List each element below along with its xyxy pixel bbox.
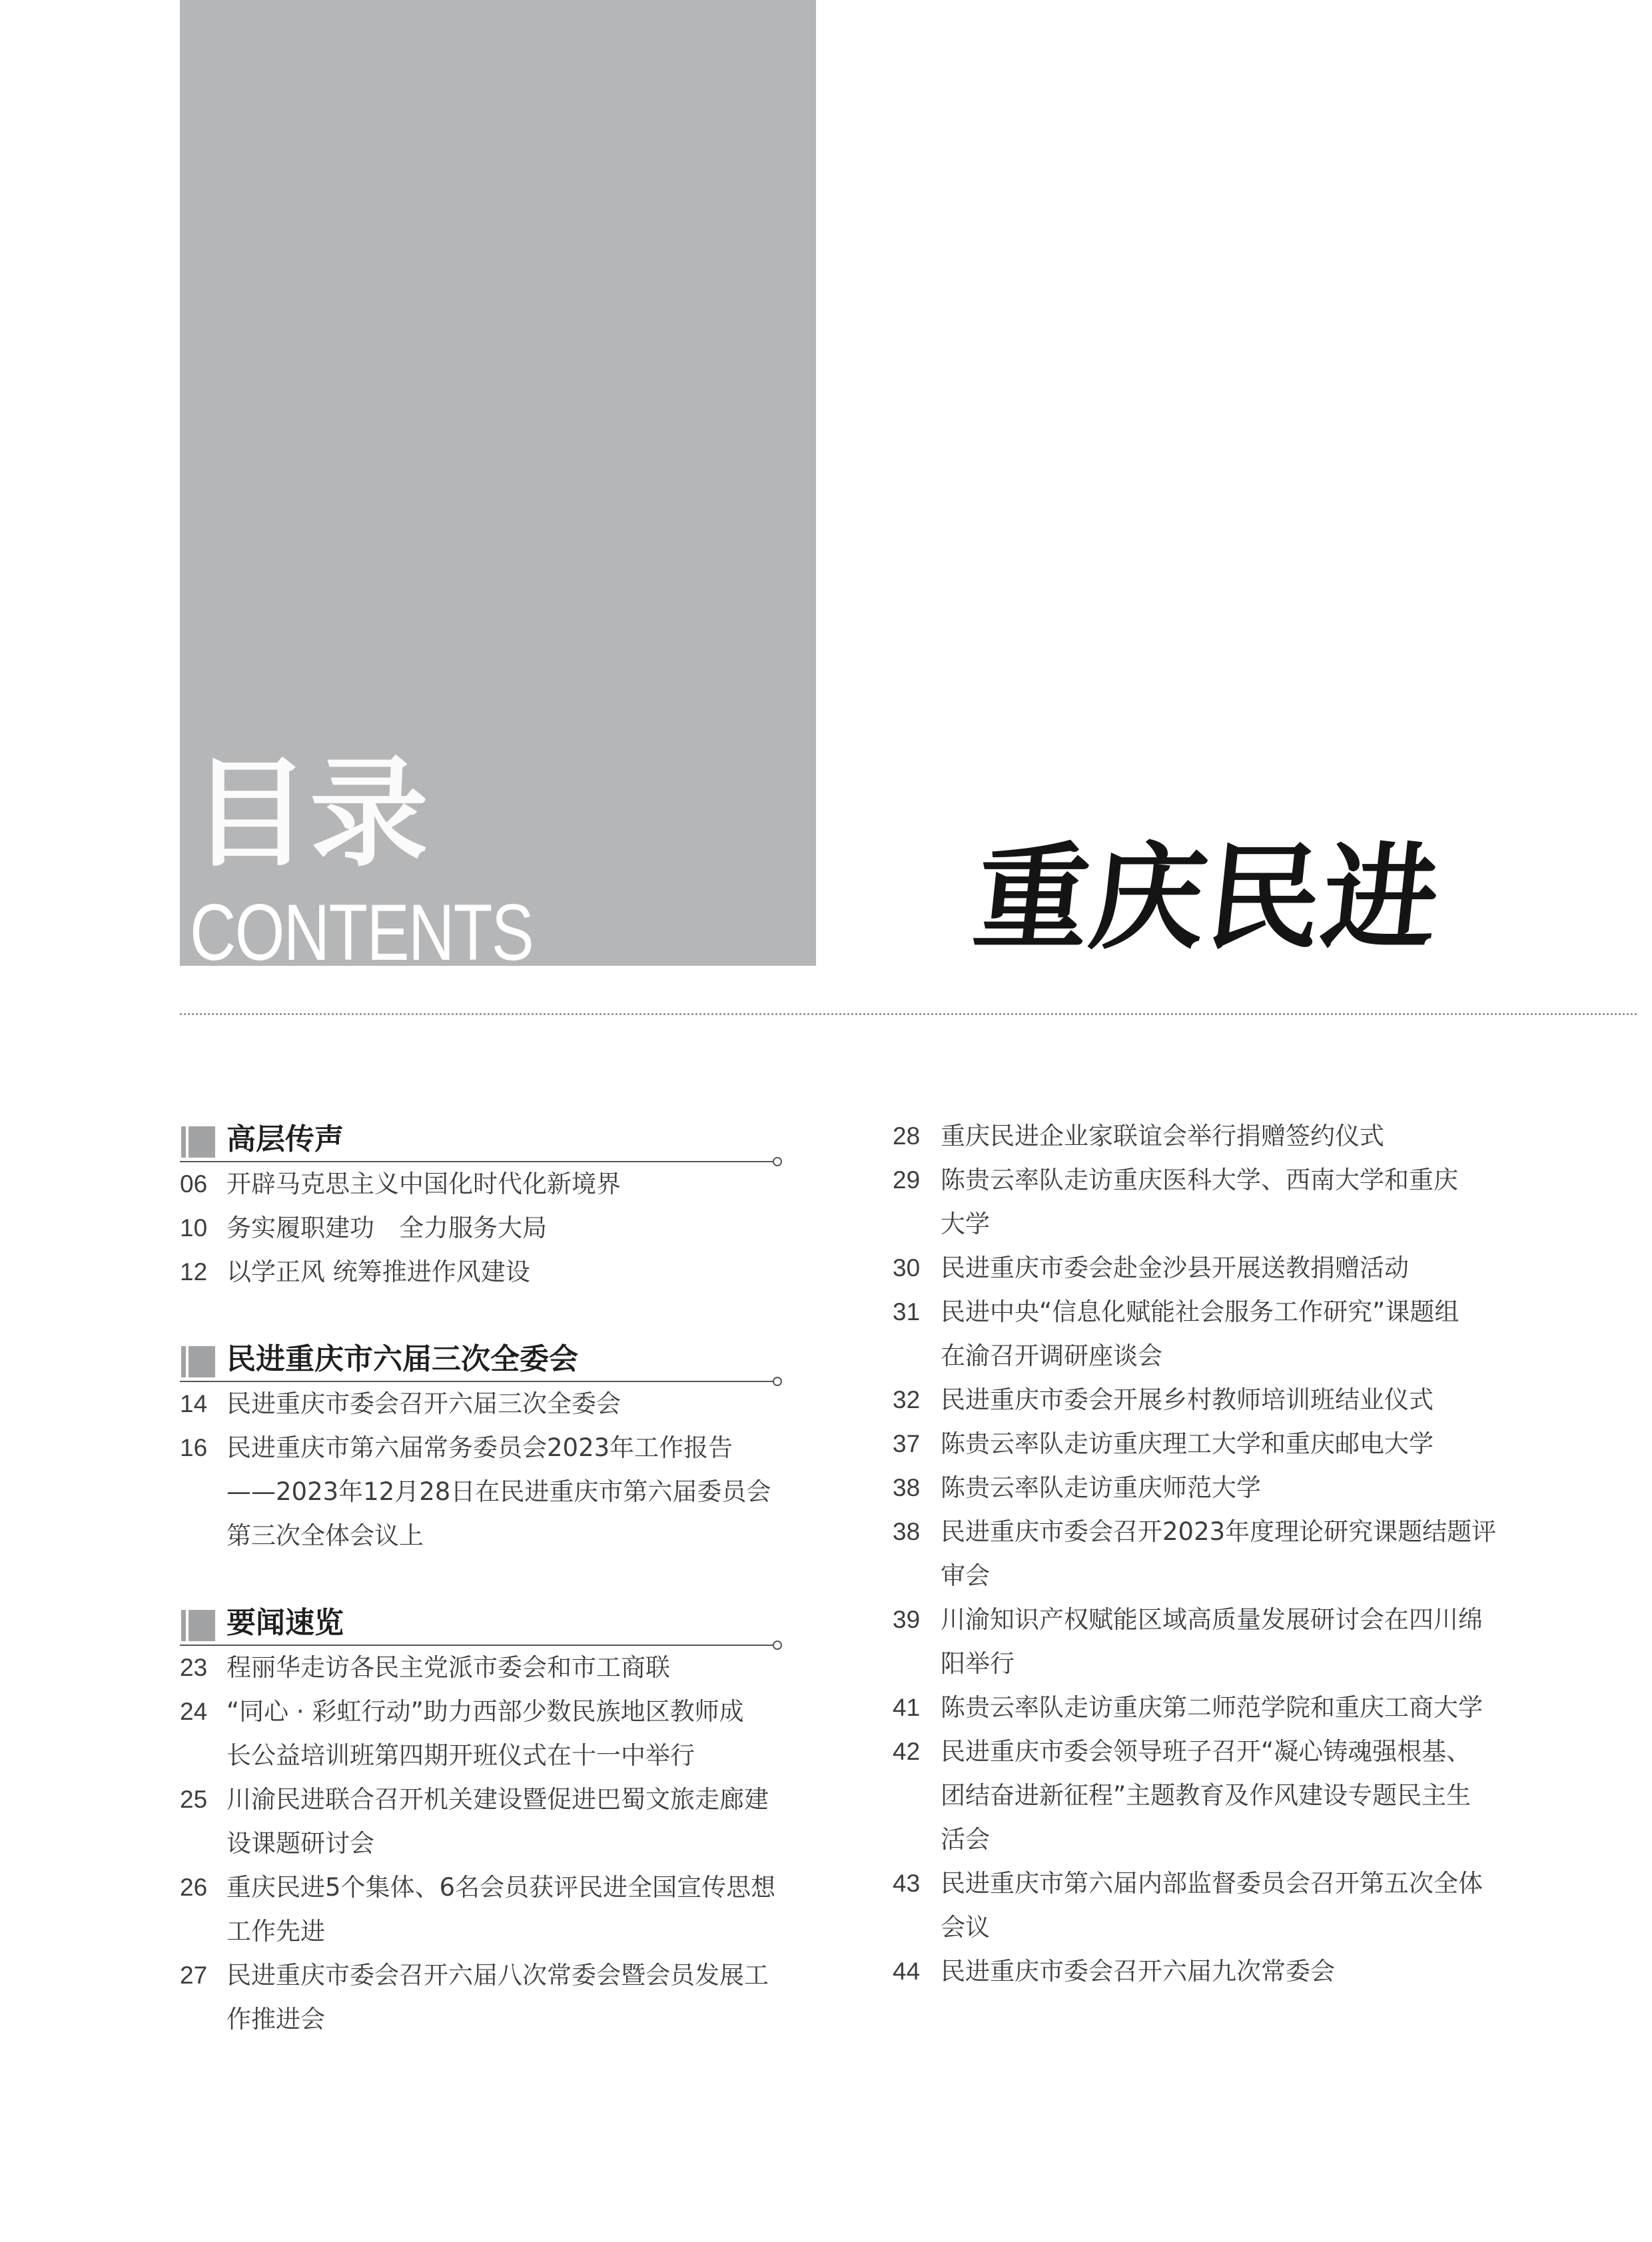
entry-title-line: 活会: [941, 1825, 990, 1854]
page-number: 23: [180, 1654, 208, 1681]
page-number: 31: [893, 1298, 921, 1325]
underline-end-dot-icon: [773, 1377, 782, 1386]
toc-entry: [180, 1690, 786, 1778]
entry-title: [941, 1114, 1505, 1158]
entry-title: [226, 1206, 786, 1250]
entry-title-line: ——2023年12月28日在民进重庆市第六届委员会: [226, 1477, 771, 1506]
toc-entry: [893, 1598, 1505, 1686]
entry-title-line: 长公益培训班第四期开班仪式在十一中举行: [226, 1741, 695, 1770]
entry-title-line: 团结奋进新征程”主题教育及作风建设专题民主生: [941, 1781, 1471, 1810]
entry-title-line: 程丽华走访各民主党派市委会和市工商联: [226, 1653, 670, 1682]
toc-entry: [180, 1206, 786, 1250]
toc-entry: [893, 1422, 1505, 1466]
entry-title-line: 民进重庆市委会领导班子召开“凝心铸魂强根基、: [941, 1737, 1471, 1766]
entry-title: [941, 1466, 1505, 1510]
entry-title-line: 务实履职建功 全力服务大局: [226, 1214, 547, 1242]
toc-entry: [180, 1250, 786, 1294]
entry-title: [941, 1246, 1505, 1290]
toc-entry: [893, 1290, 1505, 1378]
page-number: 24: [180, 1698, 208, 1725]
toc-entry: [893, 1114, 1505, 1158]
toc-section: [180, 1118, 786, 1294]
toc-entry: [180, 1866, 786, 1954]
entry-title-line: 民进重庆市委会召开六届八次常委会暨会员发展工: [226, 1961, 769, 1990]
entry-title-line: 重庆民进5个集体、6名会员获评民进全国宣传思想: [226, 1873, 776, 1902]
toc-entry: [893, 1158, 1505, 1246]
entry-title-line: 民进重庆市第六届内部监督委员会召开第五次全体: [941, 1869, 1483, 1898]
entry-title-line: 陈贵云率队走访重庆医科大学、西南大学和重庆: [941, 1166, 1458, 1194]
entry-title: [941, 1598, 1505, 1686]
section-spacer: [180, 1294, 786, 1338]
toc-entry: [893, 1510, 1505, 1598]
entry-title-line: 陈贵云率队走访重庆师范大学: [941, 1473, 1261, 1502]
section-heading: [180, 1602, 786, 1646]
entry-title: [226, 1866, 786, 1954]
page-number: 29: [893, 1166, 921, 1194]
page-number: 39: [893, 1606, 921, 1633]
entry-title-line: 陈贵云率队走访重庆理工大学和重庆邮电大学: [941, 1429, 1434, 1458]
page-number: 38: [893, 1474, 921, 1501]
section-marker-icon: [189, 1610, 215, 1641]
toc-left-column: [180, 1118, 786, 2042]
entry-title-line: 会议: [941, 1913, 990, 1942]
page-number: 37: [893, 1430, 921, 1457]
entry-title: [226, 1426, 786, 1558]
entry-title: [226, 1778, 786, 1866]
section-marker-icon: [189, 1126, 215, 1158]
entry-title: [941, 1510, 1505, 1598]
entry-title-line: 川渝知识产权赋能区域高质量发展研讨会在四川绵: [941, 1605, 1483, 1634]
page-number: 25: [180, 1786, 208, 1813]
entry-title: [226, 1162, 786, 1206]
entry-title-line: 陈贵云率队走访重庆第二师范学院和重庆工商大学: [941, 1693, 1483, 1722]
entry-title-line: 工作先进: [226, 1917, 325, 1946]
entry-title-line: 审会: [941, 1561, 990, 1590]
page-number: 14: [180, 1390, 208, 1417]
toc-entry: [893, 1686, 1505, 1730]
entry-title-line: 民进中央“信息化赋能社会服务工作研究”课题组: [941, 1298, 1459, 1326]
toc-entry: [893, 1950, 1505, 1994]
dotted-divider: [180, 1013, 1637, 1015]
toc-entry: [893, 1862, 1505, 1950]
toc-section: [180, 1602, 786, 2042]
entry-title: [941, 1730, 1505, 1862]
toc-entry: [893, 1730, 1505, 1862]
page-title-english: CONTENTS: [190, 888, 534, 977]
entry-title-line: 民进重庆市委会召开2023年度理论研究课题结题评: [941, 1517, 1497, 1546]
entry-title: [941, 1950, 1505, 1994]
section-heading: [180, 1118, 786, 1162]
entry-title-line: 以学正风 统筹推进作风建设: [226, 1258, 530, 1286]
entry-title: [941, 1862, 1505, 1950]
toc-entry: [180, 1646, 786, 1690]
section-underline: [180, 1645, 777, 1646]
page-number: 41: [893, 1694, 921, 1721]
underline-end-dot-icon: [773, 1157, 782, 1166]
toc-entry: [180, 1778, 786, 1866]
entry-title-line: 民进重庆市第六届常务委员会2023年工作报告: [226, 1433, 733, 1462]
toc-entry: [180, 1426, 786, 1558]
page-number: 26: [180, 1874, 208, 1901]
entry-title: [941, 1422, 1505, 1466]
toc-section: [180, 1338, 786, 1558]
entry-title: [226, 1954, 786, 2042]
toc-entry: [180, 1382, 786, 1426]
section-title: 民进重庆市六届三次全委会: [226, 1342, 578, 1376]
section-title: 高层传声: [226, 1122, 344, 1156]
entry-title: [226, 1382, 786, 1426]
page-number: 38: [893, 1518, 921, 1545]
entry-title-line: 重庆民进企业家联谊会举行捐赠签约仪式: [941, 1122, 1384, 1150]
entry-title: [941, 1290, 1505, 1378]
page-number: 42: [893, 1738, 921, 1765]
magazine-calligraphy-logo: 重庆民进: [968, 830, 1446, 965]
page-number: 32: [893, 1386, 921, 1413]
entry-title-line: “同心 · 彩虹行动”助力西部少数民族地区教师成: [226, 1697, 744, 1726]
toc-entry: [893, 1246, 1505, 1290]
entry-title-line: 在渝召开调研座谈会: [941, 1341, 1162, 1370]
entry-title-line: 作推进会: [226, 2005, 325, 2034]
entry-title: [941, 1686, 1505, 1730]
entry-title-line: 大学: [941, 1210, 990, 1238]
section-underline: [180, 1381, 777, 1382]
entry-title-line: 民进重庆市委会开展乡村教师培训班结业仪式: [941, 1385, 1434, 1414]
page-title-chinese: 目录: [191, 743, 428, 883]
page-number: 27: [180, 1962, 208, 1989]
entry-title: [226, 1646, 786, 1690]
entry-title: [941, 1158, 1505, 1246]
entry-title-line: 阳举行: [941, 1649, 1015, 1678]
section-heading: [180, 1338, 786, 1382]
toc-entry: [893, 1378, 1505, 1422]
entry-title: [941, 1378, 1505, 1422]
page-number: 10: [180, 1214, 208, 1242]
entry-title-line: 第三次全体会议上: [226, 1521, 424, 1550]
entry-title-line: 开辟马克思主义中国化时代化新境界: [226, 1170, 621, 1198]
toc-entry: [180, 1162, 786, 1206]
page-number: 30: [893, 1254, 921, 1282]
entry-title-line: 民进重庆市委会召开六届三次全委会: [226, 1389, 621, 1418]
page-number: 06: [180, 1170, 208, 1198]
section-title: 要闻速览: [226, 1606, 344, 1640]
entry-title: [226, 1250, 786, 1294]
page-number: 16: [180, 1434, 208, 1461]
entry-title-line: 川渝民进联合召开机关建设暨促进巴蜀文旅走廊建: [226, 1785, 769, 1814]
entry-title-line: 设课题研讨会: [226, 1829, 374, 1858]
page-number: 28: [893, 1122, 921, 1150]
section-marker-icon: [189, 1346, 215, 1377]
toc-entry: [180, 1954, 786, 2042]
entry-title-line: 民进重庆市委会召开六届九次常委会: [941, 1957, 1335, 1986]
entry-title: [226, 1690, 786, 1778]
page-number: 44: [893, 1958, 921, 1985]
toc-right-column: [893, 1114, 1505, 1994]
entry-title-line: 民进重庆市委会赴金沙县开展送教捐赠活动: [941, 1254, 1409, 1282]
section-spacer: [180, 1558, 786, 1602]
underline-end-dot-icon: [773, 1641, 782, 1650]
page-number: 43: [893, 1870, 921, 1897]
section-underline: [180, 1161, 777, 1162]
toc-entry: [893, 1466, 1505, 1510]
page-number: 12: [180, 1258, 208, 1286]
